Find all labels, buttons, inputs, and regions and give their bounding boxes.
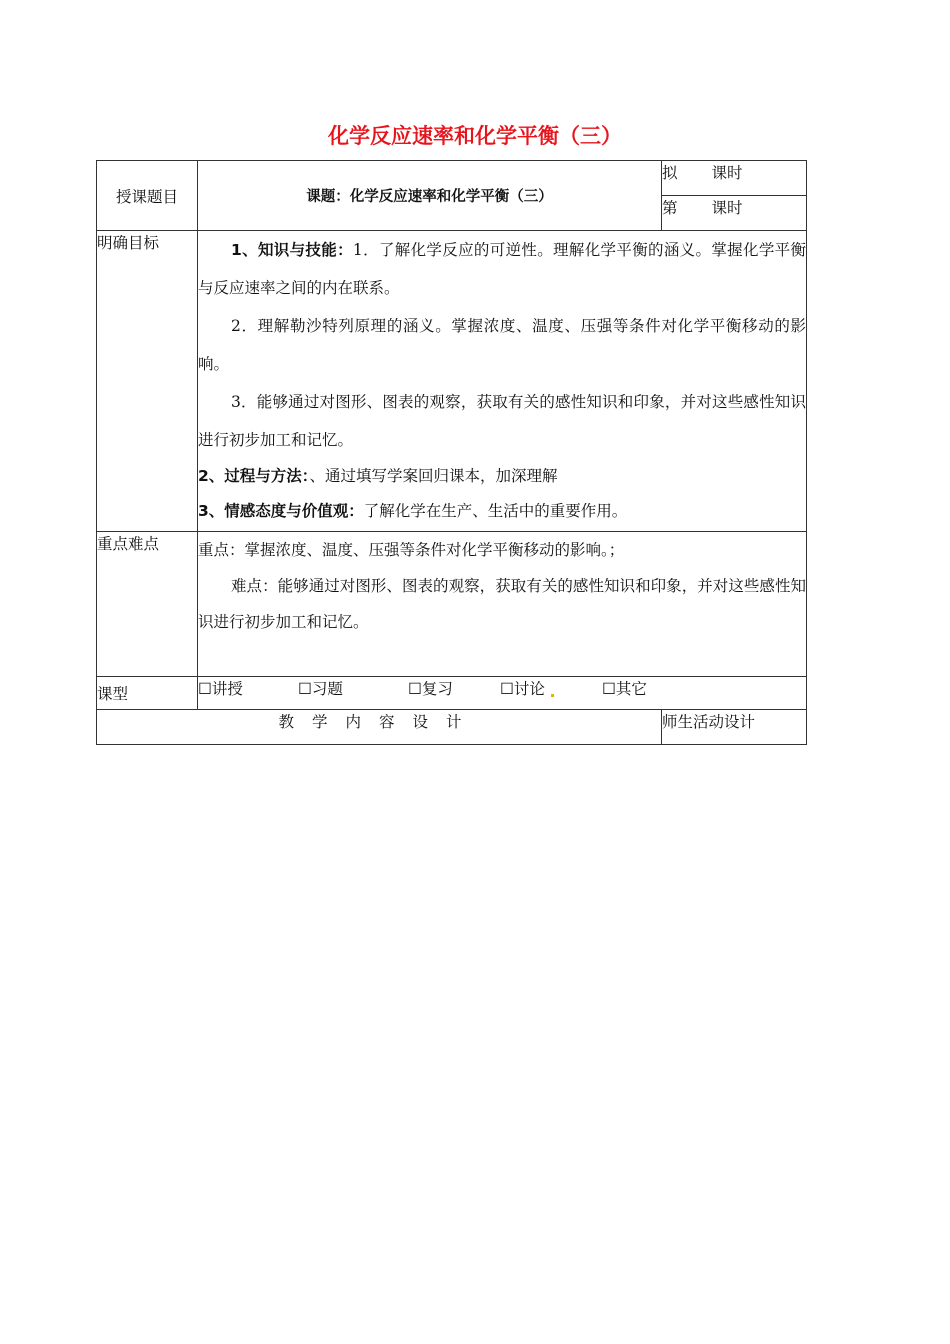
topic-value: 课题：化学反应速率和化学平衡（三） [198,161,662,231]
mark-dot [551,694,554,697]
goal-observation-text: 3．能够通过对图形、图表的观察，获取有关的感性知识和印象，并对这些感性知识进行初步加工和记忆。 [198,393,806,449]
document-title: 化学反应速率和化学平衡（三） [328,124,622,148]
type-option-lecture[interactable]: ☐讲授 [198,680,243,698]
nth-hours-suffix: 课时 [711,199,743,217]
goal-attitude-text: 了解化学在生产、生活中的重要作用。 [363,502,628,520]
type-option-exercise[interactable]: ☐习题 [298,680,343,698]
goals-content [198,231,807,532]
teaching-content-design-label: 教学内容设计 [97,710,662,745]
lesson-type-options [198,677,807,710]
topic-label: 授课题目 [97,161,198,231]
activity-design-label: 师生活动设计 [662,710,807,745]
planned-hours-prefix: 拟 [662,164,678,182]
goal-process-heading: 2、过程与方法： [198,467,310,485]
goal-principle-text: 2．理解勒沙特列原理的涵义。掌握浓度、温度、压强等条件对化学平衡移动的影响。 [198,317,806,373]
type-option-discussion[interactable]: ☐讨论 [500,680,545,698]
goal-attitude-heading: 3、情感态度与价值观： [198,502,364,520]
goal-knowledge-text: 1．了解化学反应的可逆性。理解化学平衡的涵义。掌握化学平衡与反应速率之间的内在联系。 [198,241,806,297]
key-difficult-content [198,532,807,677]
difficult-point-text: 难点：能够通过对图形、图表的观察，获取有关的感性知识和印象，并对这些感性知识进行初步加工和记忆。 [198,577,806,631]
type-option-review[interactable]: ☐复习 [408,680,453,698]
goal-process-text: 、通过填写学案回归课本，加深理解 [309,467,558,485]
type-label: 课型 [97,677,198,710]
nth-hours-prefix: 第 [662,199,678,217]
key-point-text: 重点：掌握浓度、温度、压强等条件对化学平衡移动的影响。； [198,541,625,559]
goals-label: 明确目标 [97,231,198,532]
nth-hours-cell [662,196,807,231]
lesson-plan-table [96,160,807,745]
goal-knowledge-heading: 1、知识与技能： [231,241,353,259]
planned-hours-cell [662,161,807,196]
planned-hours-suffix: 课时 [711,164,743,182]
type-option-other[interactable]: ☐其它 [602,680,647,698]
key-difficult-label: 重点难点 [97,532,198,677]
